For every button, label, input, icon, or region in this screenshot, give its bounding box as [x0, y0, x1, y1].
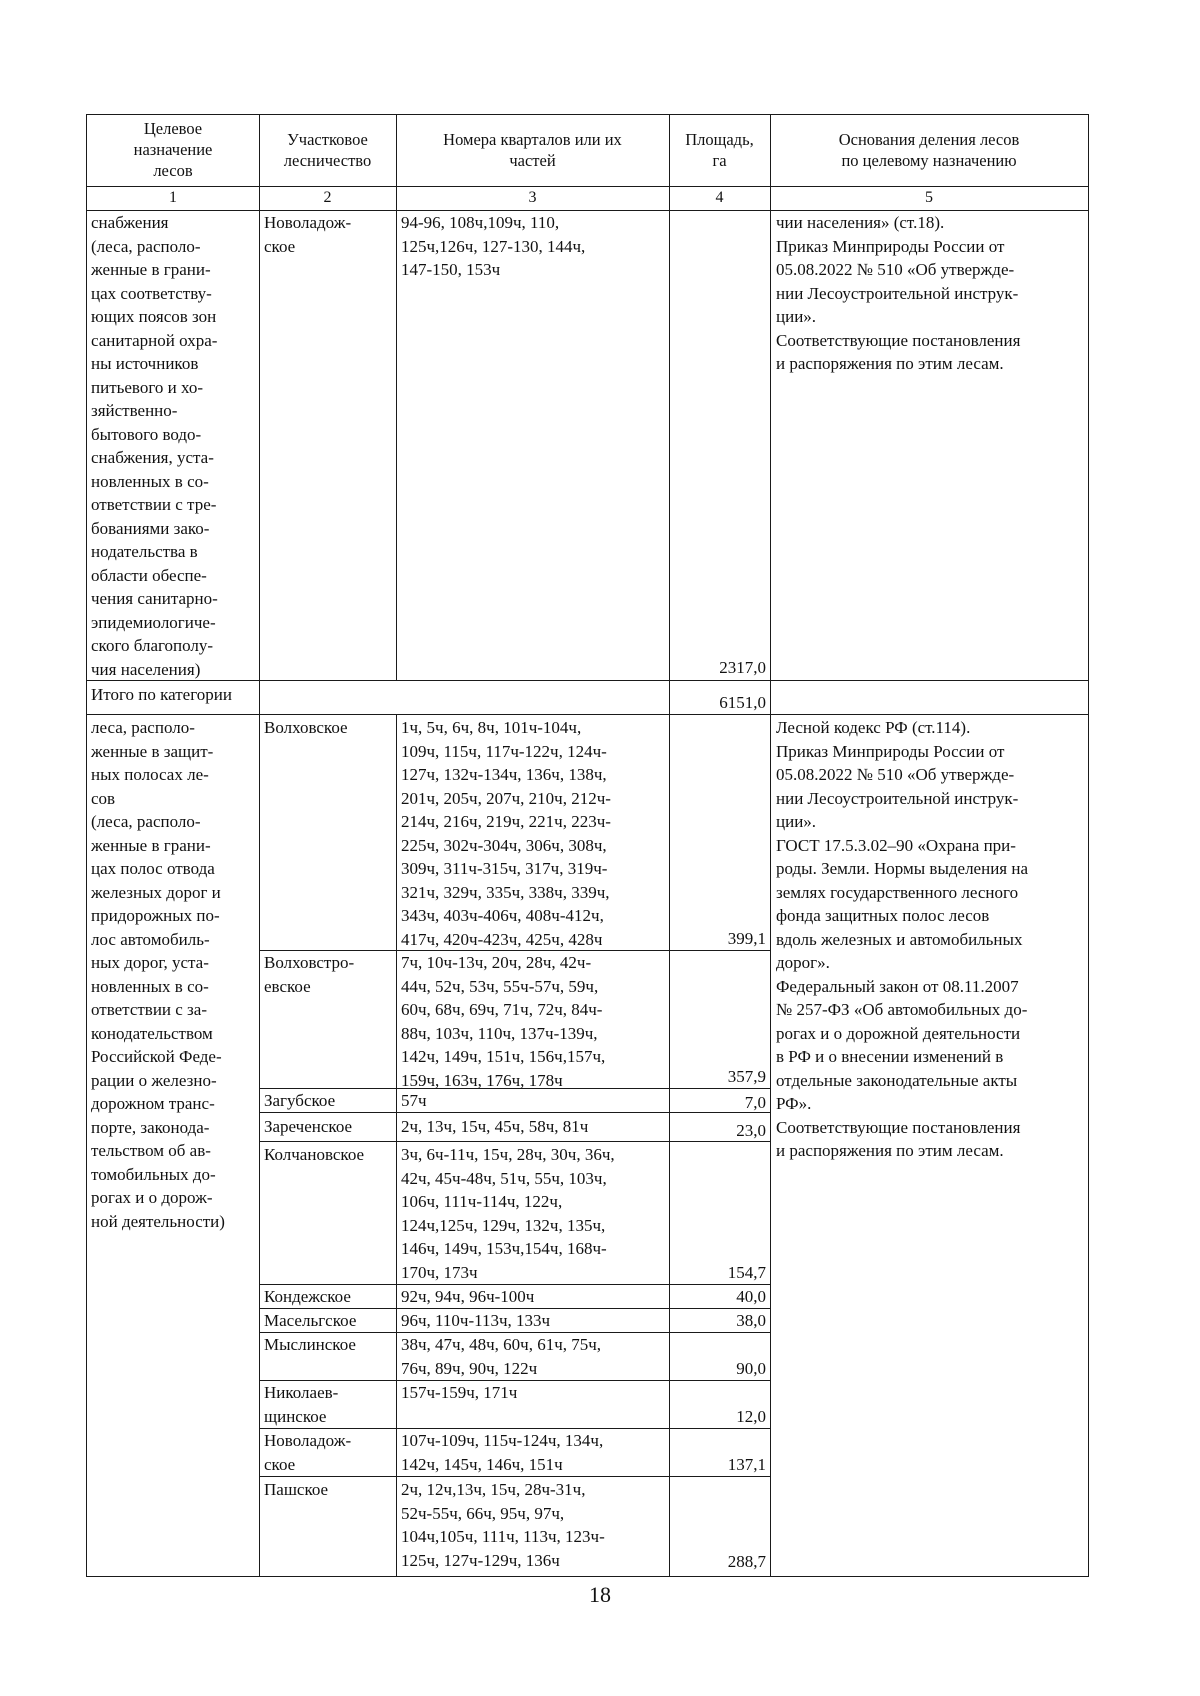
row-forestry-volkhovstroevskoe: Волховстро- евское	[264, 953, 355, 996]
column-number-1: 1	[169, 189, 177, 206]
row-forestry-kondezhskoe: Кондежское	[264, 1287, 351, 1306]
total-label: Итого по категории	[91, 685, 232, 704]
row-quarters-maselgskoe: 96ч, 110ч-113ч, 133ч	[401, 1311, 551, 1330]
row-area-volkhovstroevskoe: 357,9	[727, 1067, 766, 1086]
row-forestry-zarechenskoe: Зареченское	[264, 1117, 353, 1136]
row-area-volkhovskoe: 399,1	[727, 929, 766, 948]
row-area-nikolaevshchinskoe: 12,0	[736, 1407, 766, 1426]
header-forestry: Участковое лесничество	[283, 130, 372, 170]
block1-quarters: 94-96, 108ч,109ч, 110, 125ч,126ч, 127-130, 144ч, 147-150, 153ч	[401, 213, 586, 279]
block2-basis: Лесной кодекс РФ (ст.114). Приказ Минприроды России от 05.08.2022 № 510 «Об утвержде- нии Лесоустроительной инструк- ции». ГОСТ 17.5.3.02–90 «Охрана при- роды. Земли. Нормы выделения на землях государственного лесного фонда защитных полос лесов вдоль железных и автомобильных дорог». Федеральный закон от 08.11.2007 № 257-ФЗ «Об автомобильных до- рогах и о дорожной деятельности в РФ и о внесении изменений в отдельные законодательные акты РФ». Соответствующие постановления и распоряжения по этим лесам.	[776, 718, 1029, 1160]
block1-area: 2317,0	[719, 658, 766, 677]
row-area-kolchanovskoe: 154,7	[727, 1263, 766, 1282]
column-number-3: 3	[528, 189, 537, 206]
row-forestry-nikolaevshchinskoe: Николаев- щинское	[264, 1383, 339, 1426]
page-number: 18	[589, 1582, 611, 1607]
row-quarters-zagubskoe: 57ч	[401, 1091, 427, 1110]
col-divider-4	[770, 114, 771, 1577]
block2-purpose: леса, располо- женные в защит- ных полосах ле- сов (леса, располо- женные в грани- цах полос отвода железных дорог и придорожных по- лос автомобиль- ных дорог, уста- новленных в со- ответствии с за- конодательством Российской Феде- рации о железно- дорожном транс- порте, законода- тельством об ав- томобильных до- рогах и о дорож- ной деятельности)	[91, 718, 225, 1231]
header-basis: Основания деления лесов по целевому назначению	[838, 130, 1020, 170]
block1-purpose: снабжения (леса, располо- женные в грани- цах соответству- ющих поясов зон санитарной охра- ны источников питьевого и хо- зяйственно- бытового водо- снабжения, уста- новленных в со- ответствии с тре- бованиями зако- нодательства в области обеспе- чения санитарно- эпидемиологиче- ского благополу- чия населения)	[91, 213, 218, 679]
row-forestry-novoladozhskoe: Новоладож- ское	[264, 1431, 352, 1474]
header-bottom-line	[86, 186, 1089, 187]
row-quarters-pashskoe: 2ч, 12ч,13ч, 15ч, 28ч-31ч, 52ч-55ч, 66ч, 95ч, 97ч, 104ч,105ч, 111ч, 113ч, 123ч- 125ч, 127ч-129ч, 136ч	[401, 1480, 605, 1570]
row-quarters-zarechenskoe: 2ч, 13ч, 15ч, 45ч, 58ч, 81ч	[401, 1117, 589, 1136]
col-divider-2b	[396, 715, 397, 1577]
row-forestry-zagubskoe: Загубское	[264, 1091, 336, 1110]
row-quarters-volkhovskoe: 1ч, 5ч, 6ч, 8ч, 101ч-104ч, 109ч, 115ч, 117ч-122ч, 124ч- 127ч, 132ч-134ч, 136ч, 138ч, 201ч, 205ч, 207ч, 210ч, 212ч- 214ч, 216ч, 219ч, 221ч, 223ч- 225ч, 302ч-304ч, 306ч, 308ч, 309ч, 311ч-315ч, 317ч, 319ч- 321ч, 329ч, 335ч, 338ч, 339ч, 343ч, 403ч-406ч, 408ч-412ч, 417ч, 420ч-423ч, 425ч, 428ч	[401, 718, 611, 949]
row-forestry-myslinskoe: Мыслинское	[264, 1335, 356, 1354]
header-purpose: Целевое назначение лесов	[133, 119, 213, 180]
block1-forestry: Новоладож- ское	[264, 213, 352, 256]
row-area-maselgskoe: 38,0	[736, 1311, 766, 1330]
row-area-zagubskoe: 7,0	[744, 1093, 766, 1112]
header-quarters: Номера кварталов или их частей	[443, 130, 622, 170]
column-number-5: 5	[925, 189, 933, 206]
row-forestry-volkhovskoe: Волховское	[264, 718, 348, 737]
total-bottom-line	[86, 714, 1089, 715]
row-quarters-kondezhskoe: 92ч, 94ч, 96ч-100ч	[401, 1287, 535, 1306]
row-forestry-kolchanovskoe: Колчановское	[264, 1145, 365, 1164]
row-quarters-novoladozhskoe: 107ч-109ч, 115ч-124ч, 134ч, 142ч, 145ч, 146ч, 151ч	[401, 1431, 604, 1474]
row-area-zarechenskoe: 23,0	[736, 1121, 766, 1140]
row-area-kondezhskoe: 40,0	[736, 1287, 766, 1306]
col-divider-1	[259, 114, 260, 1577]
row-area-pashskoe: 288,7	[727, 1552, 766, 1571]
row-quarters-nikolaevshchinskoe: 157ч-159ч, 171ч	[401, 1383, 518, 1402]
row-quarters-volkhovstroevskoe: 7ч, 10ч-13ч, 20ч, 28ч, 42ч- 44ч, 52ч, 53ч, 55ч-57ч, 59ч, 60ч, 68ч, 69ч, 71ч, 72ч, 84ч- 88ч, 103ч, 110ч, 137ч-139ч, 142ч, 149ч, 151ч, 156ч,157ч, 159ч, 163ч, 176ч, 178ч	[401, 953, 606, 1090]
row-forestry-pashskoe: Пашское	[264, 1480, 329, 1499]
row-quarters-kolchanovskoe: 3ч, 6ч-11ч, 15ч, 28ч, 30ч, 36ч, 42ч, 45ч-48ч, 51ч, 55ч, 103ч, 106ч, 111ч-114ч, 122ч, 124ч,125ч, 129ч, 132ч, 135ч, 146ч, 149ч, 153ч,154ч, 168ч- 170ч, 173ч	[401, 1145, 615, 1282]
column-number-2: 2	[323, 189, 332, 206]
column-number-4: 4	[715, 189, 724, 206]
row-forestry-maselgskoe: Масельгское	[264, 1311, 357, 1330]
row-area-myslinskoe: 90,0	[736, 1359, 766, 1378]
total-area: 6151,0	[719, 693, 766, 712]
row-area-novoladozhskoe: 137,1	[727, 1455, 766, 1474]
block1-basis: чии населения» (ст.18). Приказ Минприроды России от 05.08.2022 № 510 «Об утвержде- нии Лесоустроительной инструк- ции». Соответствующие постановления и распоряжения по этим лесам.	[776, 213, 1021, 373]
col-divider-3	[669, 114, 670, 1577]
row-quarters-myslinskoe: 38ч, 47ч, 48ч, 60ч, 61ч, 75ч, 76ч, 89ч, 90ч, 122ч	[401, 1335, 602, 1378]
header-area: Площадь, га	[685, 130, 754, 170]
